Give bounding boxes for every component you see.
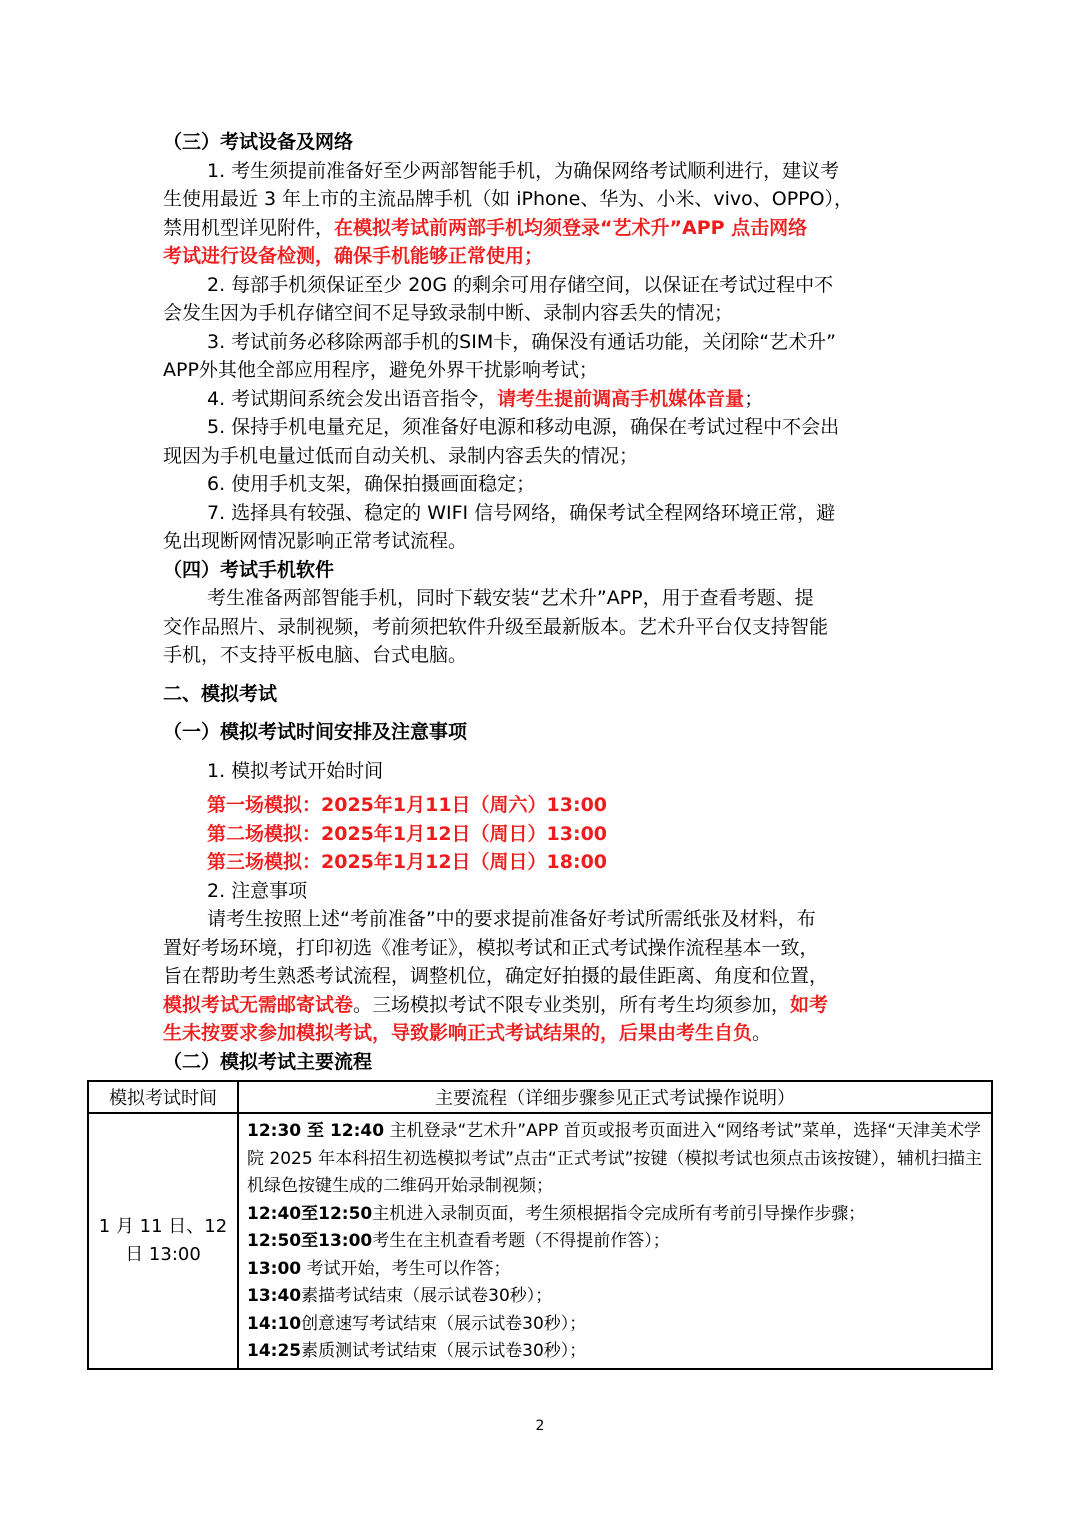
step-text: 考生在主机查看考题（不得提前作答）； [372,1231,670,1251]
paragraph-line: 请考生按照上述“考前准备”中的要求提前准备好考试所需纸张及材料，布 [207,908,816,930]
table-cell-steps [238,1113,992,1369]
highlight-text: 如考 [790,993,829,1016]
step-time: 12:30 至 12:40 [247,1121,385,1141]
paragraph-line: 考生准备两部智能手机，同时下载安装“艺术升”APP，用于查看考题、提 [207,587,814,609]
section-heading: （三）考试设备及网络 [163,131,354,153]
page-number: 2 [535,1418,545,1434]
session-time: 第一场模拟：2025年1月11日（周六）13:00 [207,794,608,816]
session-time: 第二场模拟：2025年1月12日（周日）13:00 [207,822,608,845]
step-time: 14:25 [247,1341,302,1361]
paragraph-line: 生使用最近 3 年上市的主流品牌手机（如 iPhone、华为、小米、vivo、OPPO）， [163,188,854,210]
highlight-text: 在模拟考试前两部手机均须登录“艺术升”APP 点击网络 [334,216,808,239]
paragraph-line: 置好考场环境，打印初选《准考证》，模拟考试和正式考试操作流程基本一致， [163,936,819,959]
paragraph-line: 2. 注意事项 [207,879,308,902]
step-time: 12:50至13:00 [247,1231,373,1251]
paragraph-line: 2. 每部手机须保证至少 20G 的剩余可用存储空间，以保证在考试过程中不 [207,273,834,296]
text-span: 。三场模拟考试不限专业类别，所有考生均须参加， [353,993,791,1016]
flow-step [247,1256,983,1284]
text-span: ； [744,387,764,410]
paragraph-line: 7. 选择具有较强、稳定的 WIFI 信号网络，确保考试全程网络环境正常，避 [207,501,836,524]
paragraph-line: APP外其他全部应用程序，避免外界干扰影响考试； [163,359,598,381]
text-span: 。 [752,1022,772,1044]
step-time: 13:00 [247,1258,302,1279]
flow-step [247,1311,983,1339]
highlight-text: 请考生提前调高手机媒体音量 [497,387,745,410]
paragraph-line [163,991,923,1020]
paragraph-line: 交作品照片、录制视频，考前须把软件升级至最新版本。艺术升平台仅支持智能 [163,615,829,638]
paragraph-line: 免出现断网情况影响正常考试流程。 [163,530,468,552]
step-text: 创意速写考试结束（展示试卷30秒）； [301,1313,587,1334]
step-text: 考试开始，考生可以作答； [301,1258,511,1279]
paragraph-line: 5. 保持手机电量充足，须准备好电源和移动电源，确保在考试过程中不会出 [207,416,840,438]
flow-step [247,1228,983,1256]
paragraph-line: 旨在帮助考生熟悉考试流程，调整机位，确定好拍摄的最佳距离、角度和位置， [163,965,829,987]
table-header-flow: 主要流程（详细步骤参见正式考试操作说明） [238,1081,992,1113]
flow-step [247,1201,983,1229]
paragraph-line: 现因为手机电量过低而自动关机、录制内容丢失的情况； [163,444,639,467]
exam-flow-table [87,1080,993,1370]
time-line: 1 月 11 日、12 [98,1215,228,1237]
step-time: 14:10 [247,1313,302,1334]
table-header-row [88,1081,992,1113]
highlight-text: 模拟考试无需邮寄试卷 [163,993,354,1016]
step-text: 素质测试考试结束（展示试卷30秒）； [301,1341,587,1361]
highlight-text: 生未按要求参加模拟考试，导致影响正式考试结果的，后果由考生自负 [163,1022,753,1044]
paragraph-line: 3. 考试前务必移除两部手机的SIM卡，确保没有通话功能，关闭除“艺术升” [207,330,836,353]
step-text: 主机登录“艺术升”APP 首页或报考页面进入“网络考试”菜单，选择“天津美术学院 2025 年本科招生初选模拟考试”点击“正式考试”按键（模拟考试也须点击该按键），辅机扫描主机绿色按键生成的二维码开始录制视频； [247,1121,982,1196]
step-time: 12:40至12:50 [247,1203,373,1224]
flow-step [247,1283,983,1311]
step-text: 素描考试结束（展示试卷30秒）； [301,1286,553,1306]
table-header-time: 模拟考试时间 [88,1081,238,1113]
section-heading: （二）模拟考试主要流程 [163,1050,373,1073]
paragraph-line [163,385,923,414]
session-time: 第三场模拟：2025年1月12日（周日）18:00 [207,851,608,873]
part-heading: 二、模拟考试 [163,682,278,705]
document-body [163,128,923,1076]
paragraph-line [163,1019,923,1048]
flow-step [247,1118,983,1201]
paragraph-line: 1. 模拟考试开始时间 [207,759,384,782]
paragraph-line [163,214,923,243]
section-heading: （四）考试手机软件 [163,558,335,581]
section-heading: （一）模拟考试时间安排及注意事项 [163,721,468,743]
time-line: 日 13:00 [125,1243,201,1265]
step-time: 13:40 [247,1286,302,1306]
table-cell-time [88,1113,238,1369]
paragraph-line: 6. 使用手机支架，确保拍摄画面稳定； [207,473,536,495]
highlight-text: 考试进行设备检测，确保手机能够正常使用； [163,245,544,267]
paragraph-line: 会发生因为手机存储空间不足导致录制中断、录制内容丢失的情况； [163,302,734,324]
paragraph-line: 手机，不支持平板电脑、台式电脑。 [163,644,468,666]
flow-step [247,1338,983,1366]
step-text: 主机进入录制页面，考生须根据指令完成所有考前引导操作步骤； [372,1203,866,1224]
paragraph-line: 1. 考生须提前准备好至少两部智能手机，为确保网络考试顺利进行，建议考 [207,159,840,182]
table-row [88,1113,992,1369]
text-span: 禁用机型详见附件， [163,216,335,239]
text-span: 4. 考试期间系统会发出语音指令， [207,387,498,410]
